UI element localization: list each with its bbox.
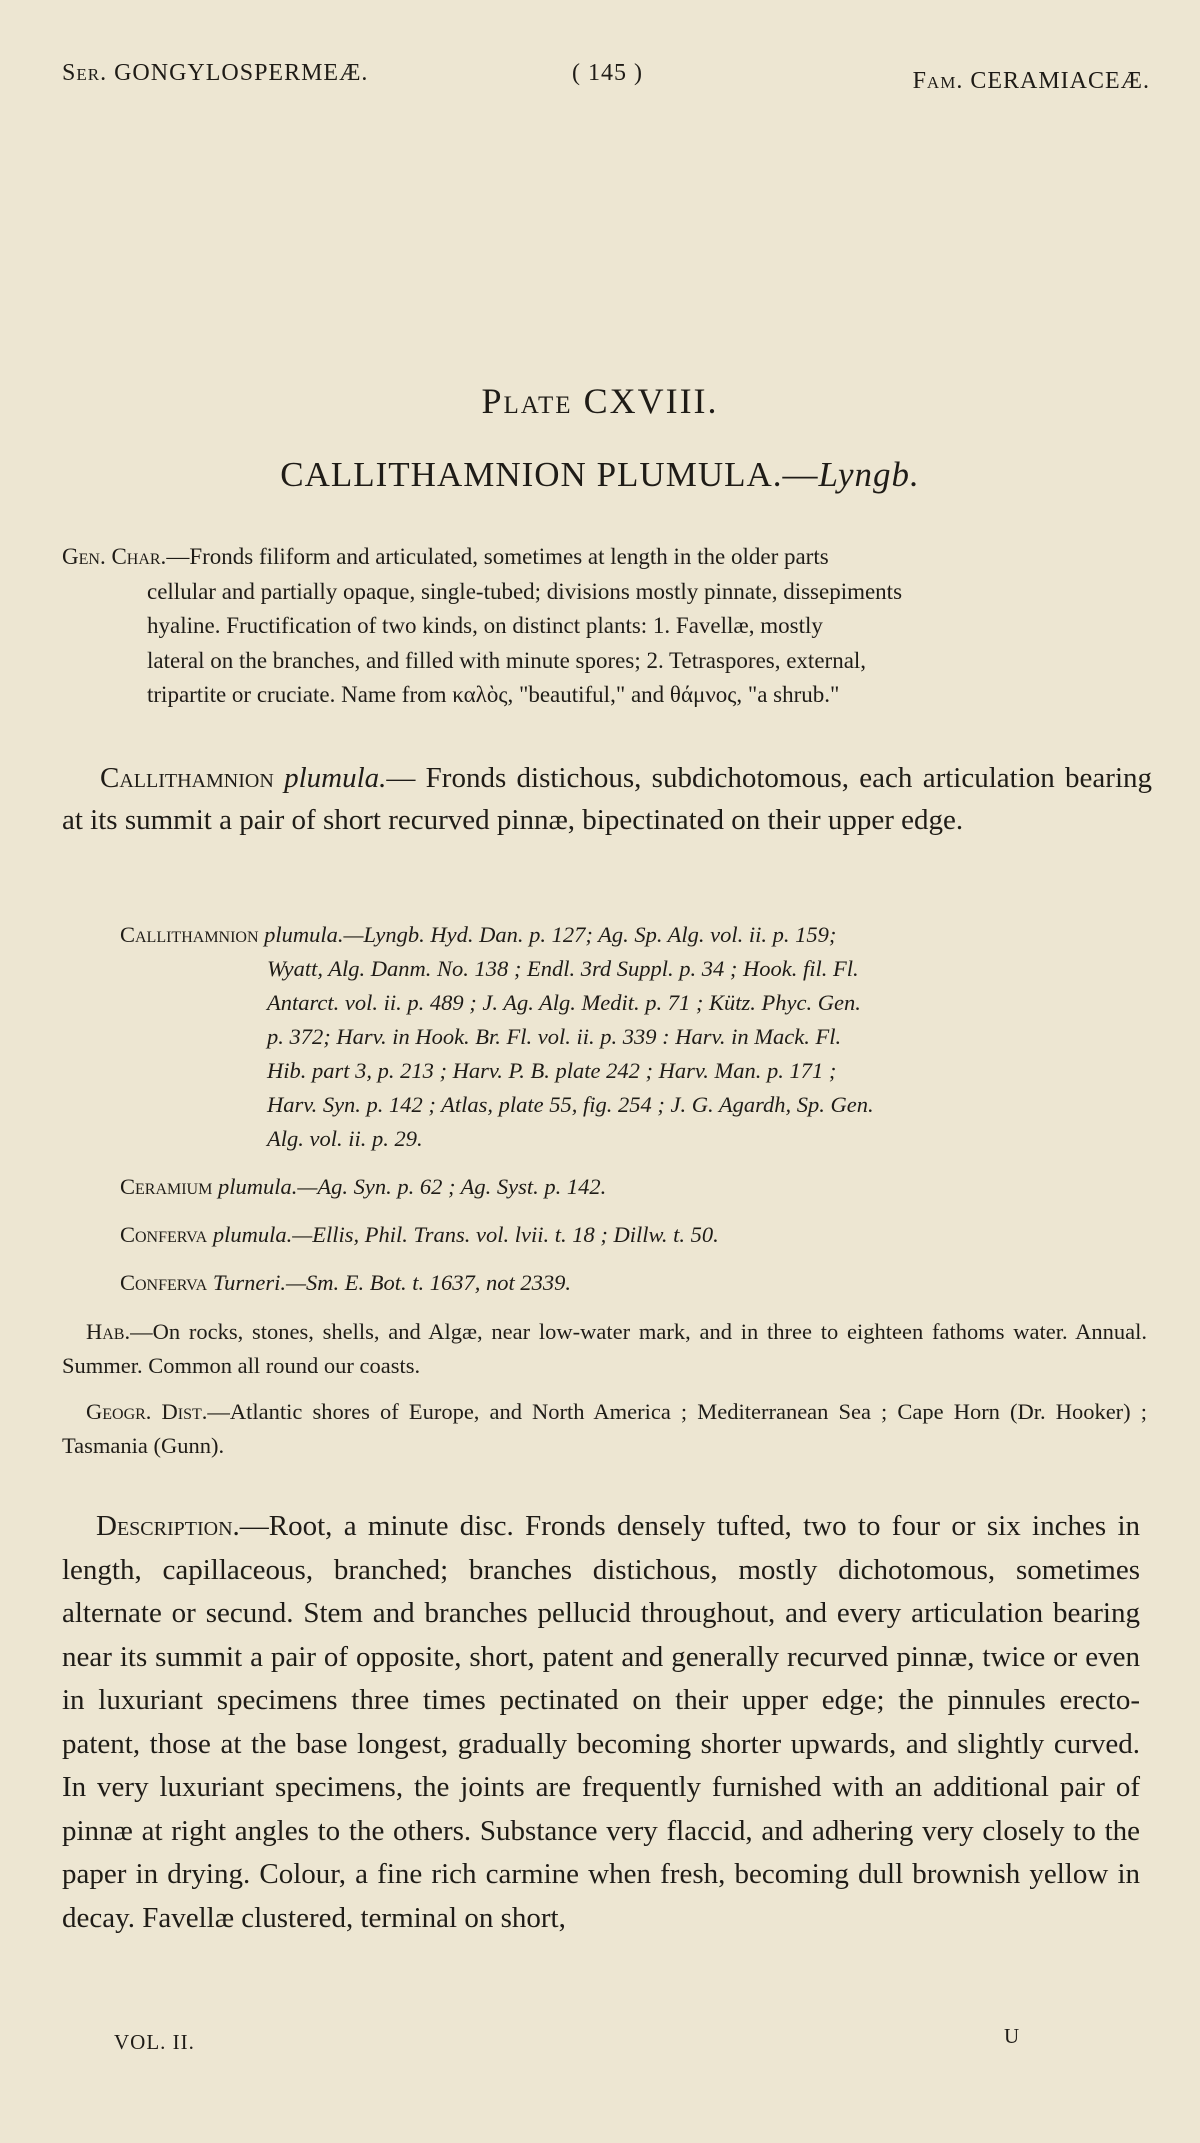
page-number: ( 145 ): [572, 60, 643, 86]
synonym-text: Turneri.—Sm. E. Bot. t. 1637, not 2339.: [207, 1270, 572, 1295]
gen-char-line: tripartite or cruciate. Name from καλὸς, "beautiful," and θάμνος, "a shrub.": [147, 682, 840, 707]
synonym-line: Antarct. vol. ii. p. 489 ; J. Ag. Alg. Medit. p. 71 ; Kütz. Phyc. Gen.: [267, 990, 861, 1015]
species-heading: [0, 455, 1200, 495]
synonym-entry: [120, 1266, 1150, 1300]
synonym-line: Wyatt, Alg. Danm. No. 138 ; Endl. 3rd Suppl. p. 34 ; Hook. fil. Fl.: [267, 956, 859, 981]
page-footer: [0, 2024, 1200, 2070]
species-name: CALLITHAMNION PLUMULA.—: [280, 455, 819, 494]
gen-char-line: lateral on the branches, and filled with minute spores; 2. Tetraspores, external,: [147, 647, 867, 673]
diagnosis-genus: Callithamnion: [100, 762, 274, 794]
specific-diagnosis: [62, 757, 1152, 841]
habitat-text: —On rocks, stones, shells, and Algæ, near low-water mark, and in three to eighteen fathoms water. Annual. Summer. Common all round our coasts.: [62, 1319, 1147, 1378]
synonym-genus: Callithamnion: [120, 922, 259, 947]
gen-char-label: Gen. Char.: [62, 544, 167, 569]
gen-char-line: hyaline. Fructification of two kinds, on distinct plants: 1. Favellæ, mostly: [147, 613, 823, 638]
distribution-paragraph: [62, 1395, 1147, 1463]
synonymy: [120, 918, 1150, 1300]
synonym-line: Harv. Syn. p. 142 ; Atlas, plate 55, fig. 254 ; J. G. Agardh, Sp. Gen.: [267, 1092, 874, 1117]
header-family: Fam. CERAMIACEÆ.: [912, 68, 1150, 94]
gen-char-line: —Fronds filiform and articulated, sometimes at length in the older parts: [166, 544, 829, 569]
distribution-text: —Atlantic shores of Europe, and North America ; Mediterranean Sea ; Cape Horn (Dr. Hooker) ; Tasmania (Gunn).: [62, 1399, 1147, 1458]
synonym-entry: [120, 918, 1150, 1156]
synonym-genus: Ceramium: [120, 1174, 213, 1199]
signature-mark: U: [1004, 2024, 1020, 2048]
synonym-text: plumula.—Ellis, Phil. Trans. vol. lvii. t. 18 ; Dillw. t. 50.: [207, 1222, 719, 1247]
diagnosis-text: — Fronds distichous, subdichotomous, each articulation bearing at its summit a pair of short recurved pinnæ, bipectinated on their upper edge.: [62, 762, 1153, 836]
habitat-paragraph: [62, 1315, 1147, 1383]
synonym-line: Hib. part 3, p. 213 ; Harv. P. B. plate 242 ; Harv. Man. p. 171 ;: [267, 1058, 837, 1083]
header-series: Ser. GONGYLOSPERMEÆ.: [62, 60, 369, 86]
synonym-entry: [120, 1218, 1150, 1252]
distribution-label: Geogr. Dist.: [86, 1399, 208, 1424]
synonym-line: p. 372; Harv. in Hook. Br. Fl. vol. ii. p. 339 : Harv. in Mack. Fl.: [267, 1024, 842, 1049]
synonym-text: plumula.—Ag. Syn. p. 62 ; Ag. Syst. p. 142.: [212, 1174, 607, 1199]
description-section: [62, 1505, 1140, 1940]
species-author: Lyngb.: [818, 455, 920, 494]
synonym-entry: [120, 1170, 1150, 1204]
description-text: —Root, a minute disc. Fronds densely tufted, two to four or six inches in length, capillaceous, branched; branches distichous, mostly dichotomous, sometimes alternate or secund. Stem and branches pellucid throughout, and every articulation bearing near its summit a pair of opposite, short, patent and generally recurved pinnæ, twice or even in luxuriant specimens three times pectinated on their upper edge; the pinnules erecto-patent, those at the base longest, gradually becoming shorter upwards, and slightly curved. In very luxuriant specimens, the joints are frequently furnished with an additional pair of pinnæ at right angles to the others. Substance very flaccid, and adhering very closely to the paper in drying. Colour, a fine rich carmine when fresh, becoming dull brownish yellow in decay. Favellæ clustered, terminal on short,: [62, 1510, 1140, 1934]
description-label: Description.: [96, 1510, 240, 1542]
volume-label: VOL. II.: [114, 2030, 195, 2054]
synonym-genus: Conferva: [120, 1222, 208, 1247]
synonym-genus: Conferva: [120, 1270, 208, 1295]
synonym-line: Alg. vol. ii. p. 29.: [267, 1126, 423, 1151]
generic-character: [62, 540, 1147, 713]
diagnosis-epithet: plumula.: [284, 762, 387, 794]
habitat-section: [62, 1315, 1147, 1475]
habitat-label: Hab.: [86, 1319, 131, 1344]
running-header: [62, 60, 1150, 100]
plate-title: Plate CXVIII.: [481, 381, 719, 421]
gen-char-line: cellular and partially opaque, single-tubed; divisions mostly pinnate, dissepiments: [147, 578, 903, 604]
synonym-text: plumula.—Lyngb. Hyd. Dan. p. 127; Ag. Sp. Alg. vol. ii. p. 159;: [258, 922, 837, 947]
